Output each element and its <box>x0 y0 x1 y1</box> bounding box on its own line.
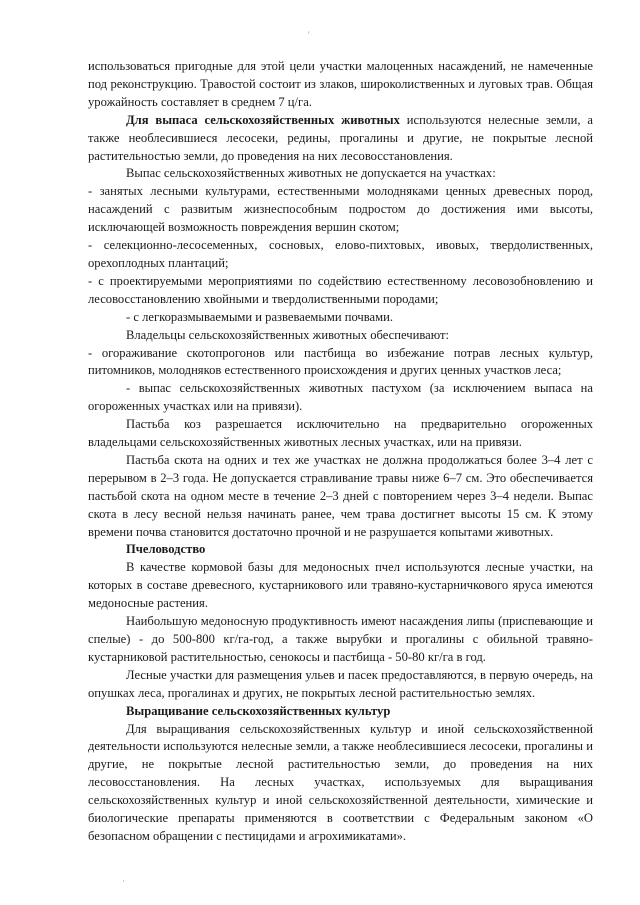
paragraph: Наибольшую медоносную продуктивность имеют насаждения липы (приспевающие и спелые) - до 500-800 кг/га-год, а также вырубки и прогалины с обильной травяно-кустарниковой растительностью, сенокосы и пастбища - 50-80 кг/га в год. <box>88 614 593 664</box>
list-item: - огораживание скотопрогонов или пастбища во избежание потрав лесных культур, питомников, молодняков естественного происхождения и других ценных участков леса; <box>88 345 593 378</box>
paragraph: В качестве кормовой базы для медоносных пчел используются лесные участки, на которых в составе древесного, кустарникового или травяно-кустарничкового яруса имеются медоносные растения. <box>88 560 593 611</box>
list-item: - селекционно-лесосеменных, сосновых, елово-пихтовых, ивовых, твердолиственных, орехоплодных плантаций; <box>88 238 593 270</box>
paragraph: Лесные участки для размещения ульев и пасек предоставляются, в первую очередь, на опушках леса, прогалинах и других, не покрытых лесной растительностью землях. <box>88 667 593 700</box>
document-body <box>88 58 593 846</box>
paragraph-livestock-grazing: Для выпаса сельскохозяйственных животных используются нелесные земли, а также необлесившиеся лесосеки, редины, прогалины и другие, не покрытые лесной растительностью земли, до проведения на них лесовосстановления. <box>88 112 594 163</box>
paragraph: Пастьба скота на одних и тех же участках не должна продолжаться более 3–4 лет с перерывом в 2–3 года. Не допускается стравливание травы ниже 6–7 см. Это обеспечивается пастьбой скота на одном месте в течение 2–3 дней с повторением через 3–4 недели. Выпас скота в лесу весной нельзя начинать ранее, чем трава достигнет высоты 15 см. К этому времени почва становится достаточно прочной и не разрушается копытами животных. <box>88 452 593 539</box>
paragraph: Владельцы сельскохозяйственных животных обеспечивают: <box>126 327 449 342</box>
list-item: - выпас сельскохозяйственных животных пастухом (за исключением выпаса на огороженных участках или на привязи). <box>88 381 593 414</box>
section-heading-crops: Выращивание сельскохозяйственных культур <box>126 703 391 718</box>
scan-mark: · <box>122 876 125 886</box>
paragraph: Для выращивания сельскохозяйственных культур и иной сельскохозяйственной деятельности используются нелесные земли, а также необлесившиеся лесосеки, прогалины и другие, не покрытые лесной растительностью земли, до проведения на них лесовосстановления. На лесных участках, используемых для выращивания сельскохозяйственных культур и иной сельскохозяйственной деятельности, химические и биологические препараты применяются в соответствии с Федеральным законом «О безопасном обращении с пестицидами и агрохимикатами». <box>88 721 593 843</box>
section-heading-beekeeping: Пчеловодство <box>126 542 206 557</box>
paragraph: Выпас сельскохозяйственных животных не допускается на участках: <box>126 166 496 181</box>
paragraph: использоваться пригодные для этой цели участки малоценных насаждений, не намеченные под реконструкцию. Травостой состоит из злаков, широколиственных и луговых трав. Общая урожайность составляет в среднем 7 ц/га. <box>88 59 593 109</box>
list-item: - с проектируемыми мероприятиями по содействию естественному лесовозобновлению и лесовосстановлению хвойными и твердолиственными породами; <box>88 273 593 306</box>
list-item: - занятых лесными культурами, естественными молодняками ценных древесных пород, насаждений с развитым жизнеспособным подростом до достижения ими высоты, исключающей возможность повреждения вершин скотом; <box>88 184 593 235</box>
section-lead-grazing: Для выпаса сельскохозяйственных животных <box>126 112 400 127</box>
paragraph: Пастьба коз разрешается исключительно на предварительно огороженных владельцами сельскохозяйственных животных лесных участках, или на привязи. <box>88 417 593 450</box>
scan-mark: ' <box>308 30 310 40</box>
list-item: - с легкоразмываемыми и развеваемыми почвами. <box>126 309 393 324</box>
